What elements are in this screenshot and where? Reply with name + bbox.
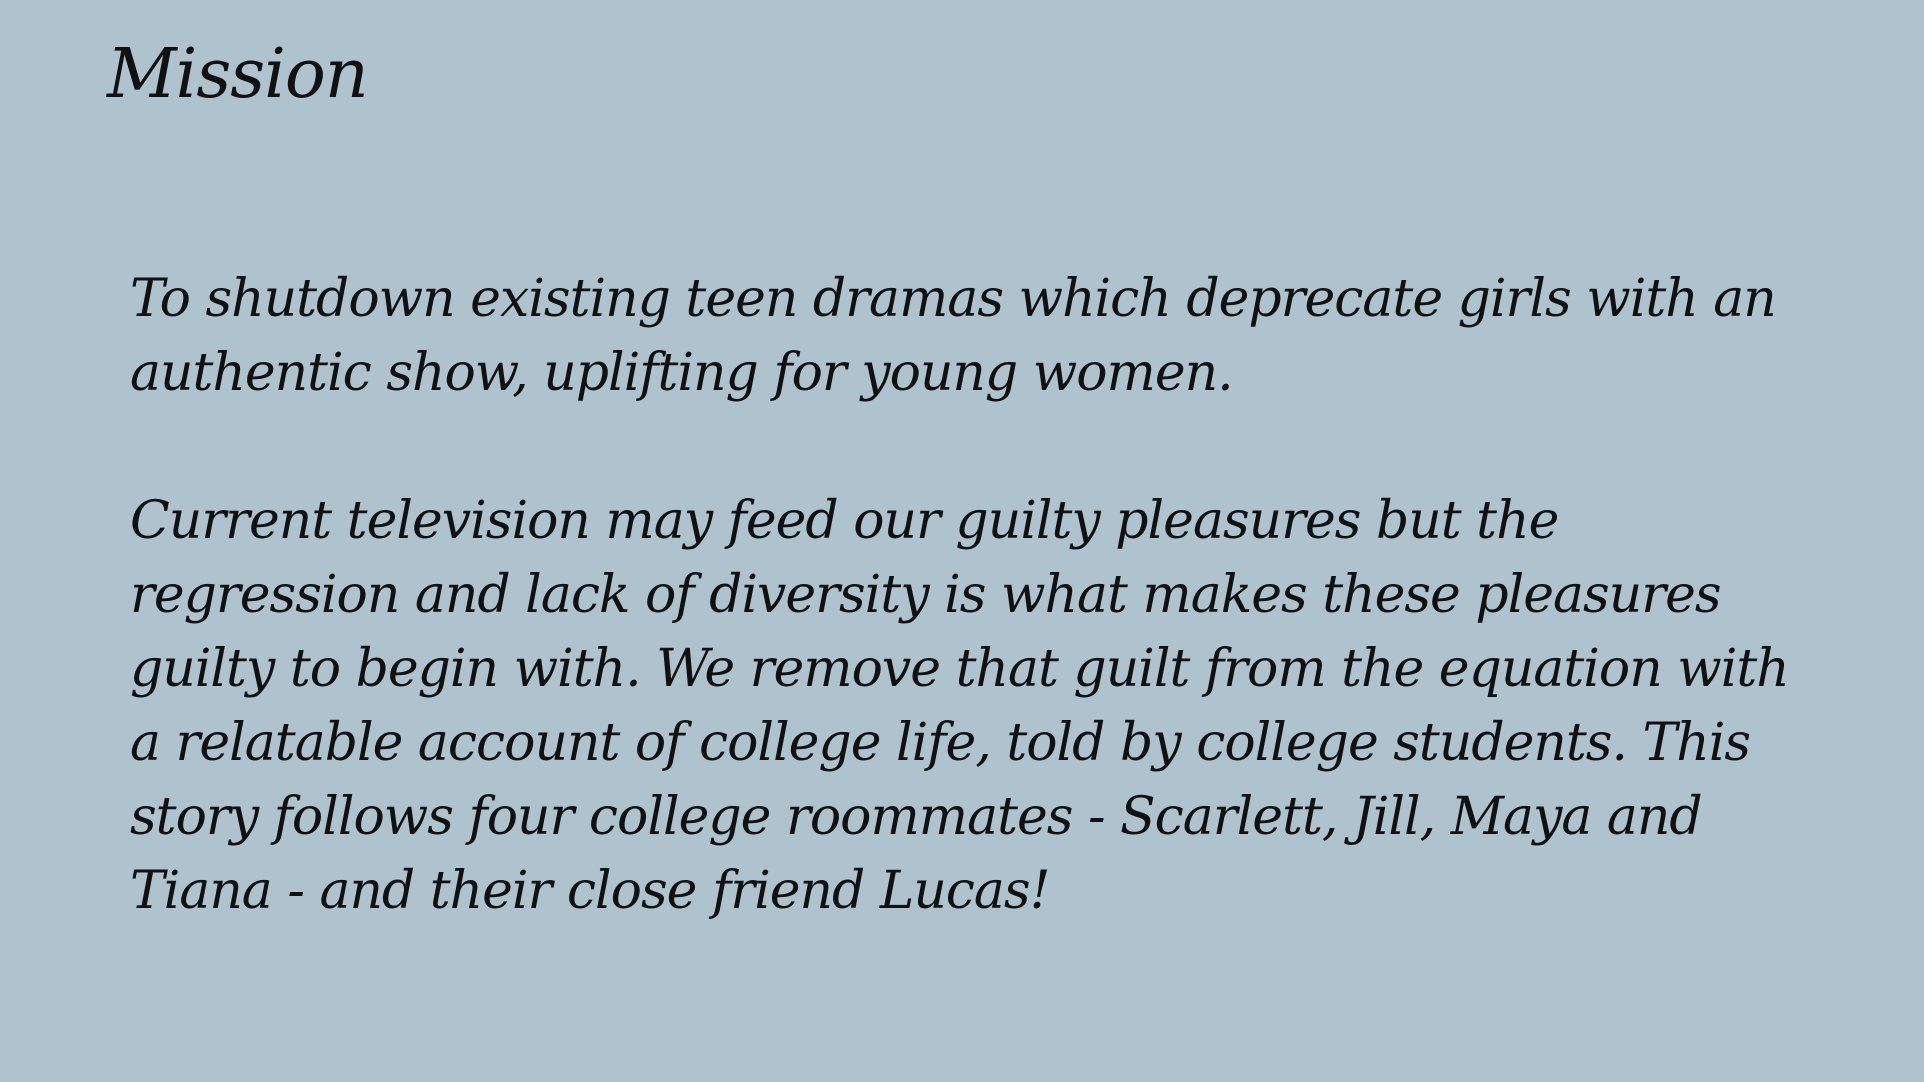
mission-description-paragraph: Current television may feed our guilty pleasures but the regression and lack of diversity is what makes these pleasures guilty to begin with. We remove that guilt from the equation with a relatable account of college life, told by college students. This story follows four college roommates - Scarlett, Jill, Maya and Tiana - and their close friend Lucas! [130,491,1789,921]
slide-title: Mission [107,35,368,114]
mission-statement-paragraph: To shutdown existing teen dramas which deprecate girls with an authentic show, uplifting for young women. [130,269,1776,403]
slide-body [130,262,1810,928]
